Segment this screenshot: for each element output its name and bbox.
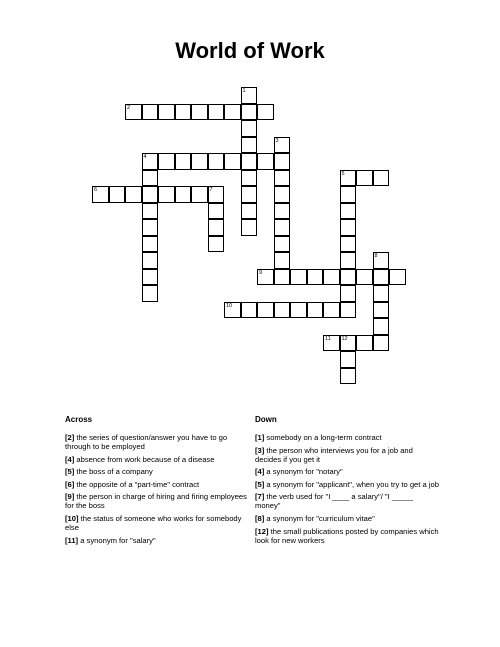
- grid-cell[interactable]: [158, 153, 175, 170]
- grid-cell[interactable]: [373, 302, 390, 319]
- grid-cell[interactable]: [241, 87, 258, 104]
- clue-across-9: [9] the person in charge of hiring and firing employees for the boss: [65, 492, 247, 511]
- clue-number: 6: [94, 187, 98, 193]
- grid-cell[interactable]: [257, 302, 274, 319]
- grid-cell[interactable]: [274, 219, 291, 236]
- grid-cell[interactable]: [208, 203, 225, 220]
- grid-cell[interactable]: [307, 302, 324, 319]
- clue-across-6: [6] the opposite of a "part-time" contract: [65, 479, 200, 489]
- grid-cell[interactable]: [241, 219, 258, 236]
- clue-number: 2: [127, 104, 131, 111]
- grid-cell[interactable]: [340, 285, 357, 302]
- clue-across-4: [4] absence from work because of a disease: [65, 454, 215, 464]
- grid-cell[interactable]: [340, 170, 357, 187]
- clue-number: 5: [341, 170, 345, 177]
- grid-cell[interactable]: [340, 269, 357, 286]
- grid-cell[interactable]: [158, 104, 175, 121]
- grid-cell[interactable]: [373, 318, 390, 335]
- grid-cell[interactable]: [125, 186, 142, 203]
- grid-cell[interactable]: [323, 269, 340, 286]
- grid-cell[interactable]: [356, 269, 373, 286]
- grid-cell[interactable]: [340, 203, 357, 220]
- clue-number: 3: [275, 137, 279, 144]
- down-heading: Down: [255, 415, 277, 424]
- grid-cell[interactable]: [290, 302, 307, 319]
- down-clues: [255, 433, 439, 548]
- grid-cell[interactable]: [340, 302, 357, 319]
- grid-cell[interactable]: [307, 269, 324, 286]
- grid-cell[interactable]: [142, 186, 159, 203]
- grid-cell[interactable]: [175, 153, 192, 170]
- grid-cell[interactable]: [175, 186, 192, 203]
- grid-cell[interactable]: [340, 351, 357, 368]
- grid-cell[interactable]: [274, 153, 291, 170]
- clue-down-7: [7] the verb used for "I ____ a salary"/ "I _____ money": [255, 492, 413, 511]
- clue-number: 7: [209, 187, 213, 193]
- grid-cell[interactable]: [274, 236, 291, 253]
- grid-cell[interactable]: [109, 186, 126, 203]
- grid-cell[interactable]: [224, 302, 241, 319]
- clue-number: 10: [226, 302, 233, 309]
- grid-cell[interactable]: [241, 137, 258, 154]
- grid-cell[interactable]: [373, 335, 390, 352]
- grid-cell[interactable]: [340, 335, 357, 352]
- grid-cell[interactable]: [257, 104, 274, 121]
- grid-cell[interactable]: [274, 302, 291, 319]
- clue-down-8: [8] a synonym for "curriculum vitae": [255, 513, 375, 523]
- grid-cell[interactable]: [142, 285, 159, 302]
- clue-down-5: [5] a synonym for "applicant", when you try to get a job: [255, 479, 439, 489]
- grid-cell[interactable]: [208, 153, 225, 170]
- grid-cell[interactable]: [142, 203, 159, 220]
- grid-cell[interactable]: [142, 236, 159, 253]
- clue-number: 11: [325, 335, 331, 342]
- grid-cell[interactable]: [257, 153, 274, 170]
- clue-across-11: [11] a synonym for "salary": [65, 535, 156, 545]
- grid-cell[interactable]: [356, 170, 373, 187]
- grid-cell[interactable]: [125, 104, 142, 121]
- grid-cell[interactable]: [191, 153, 208, 170]
- grid-cell[interactable]: [274, 137, 291, 154]
- grid-cell[interactable]: [142, 219, 159, 236]
- grid-cell[interactable]: [175, 104, 192, 121]
- puzzle-title: World of Work: [175, 38, 325, 63]
- grid-cell[interactable]: [158, 186, 175, 203]
- grid-cell[interactable]: [373, 170, 390, 187]
- grid-cell[interactable]: [241, 120, 258, 137]
- grid-cell[interactable]: [241, 153, 258, 170]
- grid-cell[interactable]: [224, 104, 241, 121]
- grid-cell[interactable]: [274, 186, 291, 203]
- across-clues: [65, 433, 249, 548]
- grid-cell[interactable]: [290, 269, 307, 286]
- grid-cell[interactable]: [373, 269, 390, 286]
- grid-cell[interactable]: [389, 269, 406, 286]
- clue-down-12: [12] the small publications posted by companies which look for new workers: [255, 526, 439, 545]
- grid-cell[interactable]: [274, 170, 291, 187]
- clue-down-1: [1] somebody on a long-term contract: [255, 433, 382, 442]
- grid-cell[interactable]: [241, 302, 258, 319]
- grid-cell[interactable]: [241, 170, 258, 187]
- grid-cell[interactable]: [340, 368, 357, 385]
- grid-cell[interactable]: [257, 269, 274, 286]
- across-heading: Across: [65, 415, 93, 424]
- grid-cell[interactable]: [142, 104, 159, 121]
- grid-cell[interactable]: [208, 104, 225, 121]
- clue-across-5: [5] the boss of a company: [65, 467, 153, 477]
- clue-number: 12: [341, 335, 348, 342]
- grid-cell[interactable]: [373, 285, 390, 302]
- grid-cell[interactable]: [208, 186, 225, 203]
- clue-number: 1: [242, 88, 246, 94]
- clue-across-2: [2] the series of question/answer you have to go through to be employed: [65, 433, 228, 451]
- grid-cell[interactable]: [241, 104, 258, 121]
- grid-cell[interactable]: [373, 252, 390, 269]
- grid-cell[interactable]: [340, 236, 357, 253]
- grid-cell[interactable]: [323, 335, 340, 352]
- grid-cell[interactable]: [142, 252, 159, 269]
- grid-cell[interactable]: [142, 153, 159, 170]
- grid-cell[interactable]: [340, 252, 357, 269]
- grid-cell[interactable]: [92, 186, 109, 203]
- clue-number: 8: [374, 253, 378, 259]
- clue-number: 9: [259, 269, 263, 276]
- grid-cell[interactable]: [340, 219, 357, 236]
- grid-cell[interactable]: [191, 104, 208, 121]
- grid-cell[interactable]: [323, 302, 340, 319]
- grid-cell[interactable]: [191, 186, 208, 203]
- grid-cell[interactable]: [208, 219, 225, 236]
- grid-cell[interactable]: [142, 269, 159, 286]
- grid-cell[interactable]: [274, 203, 291, 220]
- grid-cell[interactable]: [274, 252, 291, 269]
- grid-cell[interactable]: [241, 186, 258, 203]
- clue-across-10: [10] the status of someone who works for somebody else: [65, 513, 242, 532]
- clue-down-4: [4] a synonym for "notary": [255, 467, 343, 477]
- grid-cell[interactable]: [274, 269, 291, 286]
- grid-cell[interactable]: [340, 186, 357, 203]
- grid-cell[interactable]: [208, 236, 225, 253]
- clue-number: 4: [143, 154, 147, 160]
- clue-down-3: [3] the person who interviews you for a job and decides if you get it: [255, 445, 413, 464]
- grid-cell[interactable]: [142, 170, 159, 187]
- grid-cell[interactable]: [241, 203, 258, 220]
- grid-cell[interactable]: [224, 153, 241, 170]
- grid-cell[interactable]: [356, 335, 373, 352]
